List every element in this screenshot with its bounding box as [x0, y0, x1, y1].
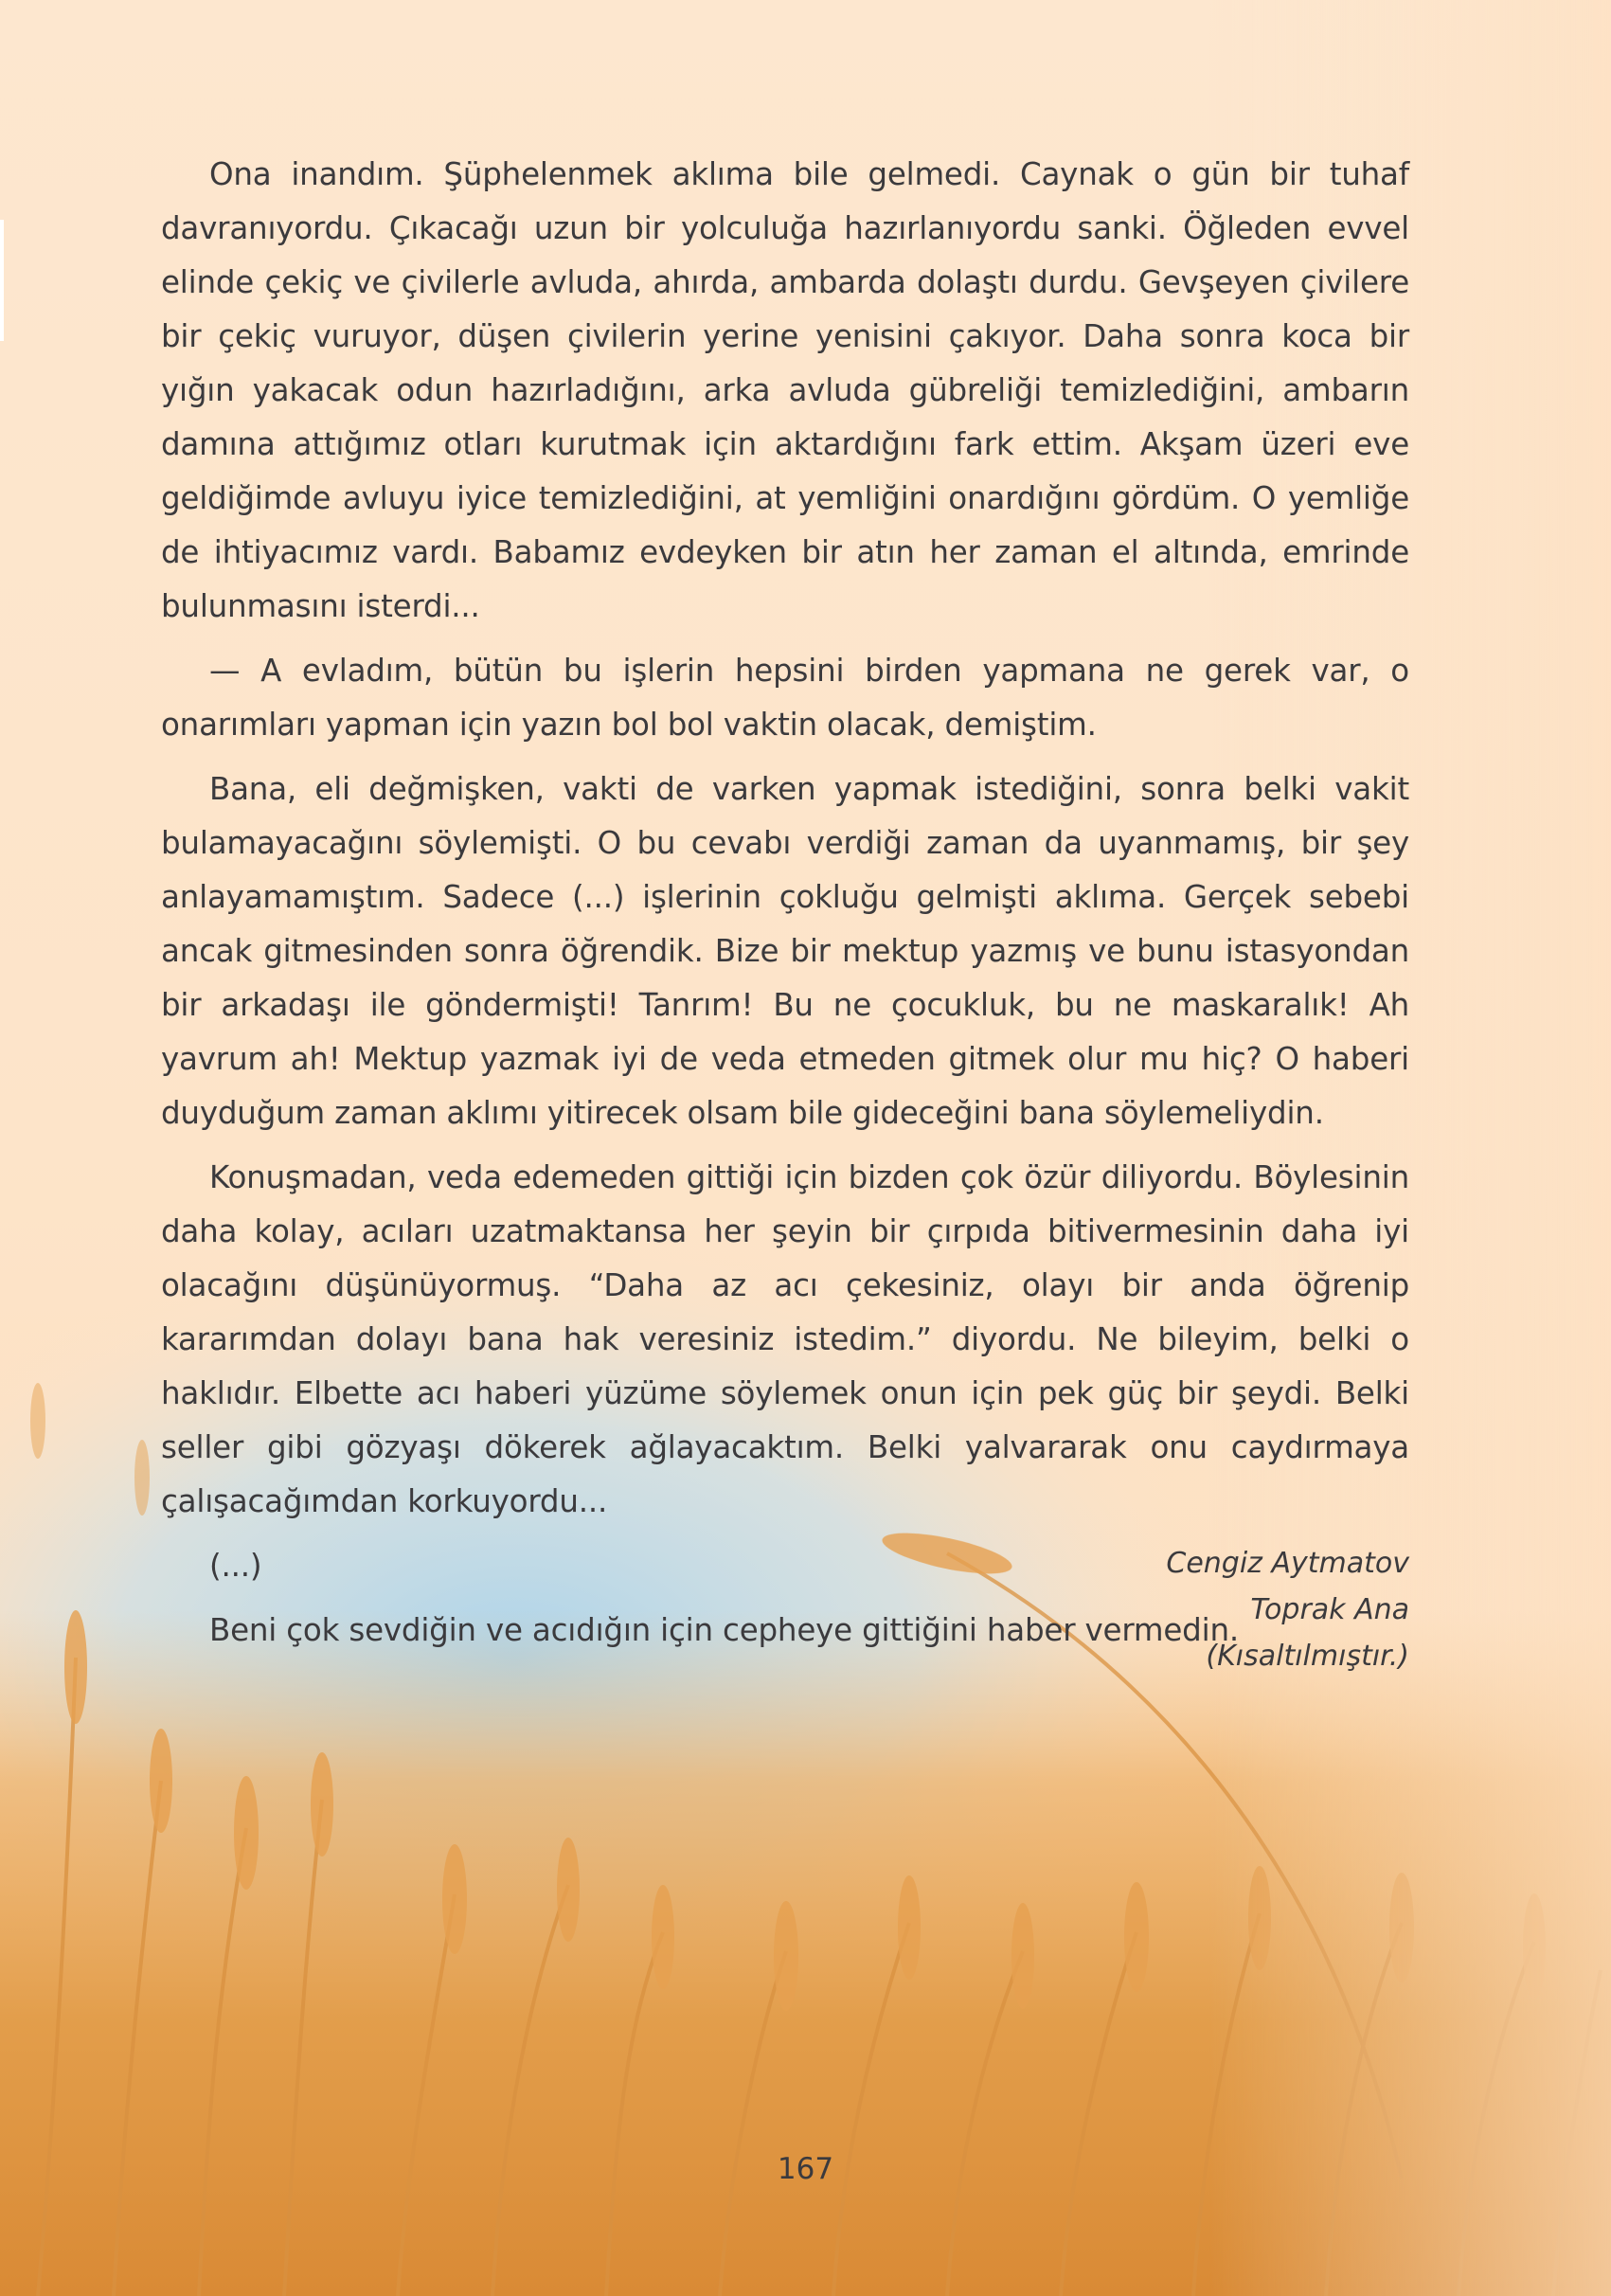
scan-edge-mark: [0, 220, 4, 341]
paragraph: Konuşmadan, veda edemeden gittiği için bizden çok özür diliyordu. Böylesinin daha kolay, acıları uzatmaktansa her şeyin bir çırpıda bitivermesinin daha iyi olacağını düşünüyormuş. “Daha az acı çekesiniz, olayı bir anda öğrenip kararımdan dolayı bana hak veresiniz istedim.” diyordu. Ne bileyim, belki o haklıdır. Elbette acı haberi yüzüme söylemek onun için pek güç bir şeydi. Belki seller gibi gözyaşı dökerek ağlayacaktım. Belki yalvararak onu caydırmaya çalışacağımdan korkuyordu...: [161, 1159, 1409, 1519]
abridged-note: (Kısaltılmıştır.): [1206, 1640, 1409, 1673]
paragraph: (...): [209, 1548, 262, 1584]
paragraph: Beni çok sevdiğin ve acıdığın için cepheye gittiğini haber vermedin.: [209, 1612, 1239, 1648]
paragraph: Ona inandım. Şüphelenmek aklıma bile gelmedi. Caynak o gün bir tuhaf davranıyordu. Çıkacağı uzun bir yolculuğa hazırlanıyordu sanki. Öğleden evvel elinde çekiç ve çivilerle avluda, ahırda, ambarda dolaştı durdu. Gevşeyen çivilere bir çekiç vuruyor, düşen çivilerin yerine yenisini çakıyor. Daha sonra koca bir yığın yakacak odun hazırladığını, arka avluda gübreliği temizlediğini, ambarın damına attığımız otları kurutmak için aktardığını fark ettim. Akşam üzeri eve geldiğimde avluyu iyice temizlediğini, at yemliğini onardığını gördüm. O yemliğe de ihtiyacımız vardı. Babamız evdeyken bir atın her zaman el altında, emrinde bulunmasını isterdi...: [161, 156, 1409, 624]
page-number: 167: [777, 2152, 834, 2186]
paragraph: Bana, eli değmişken, vakti de varken yapmak istediğini, sonra belki vakit bulamayacağını söylemişti. O bu cevabı verdiği zaman da uyanmamış, bir şey anlayamamıştım. Sadece (...) işlerinin çokluğu gelmişti aklıma. Gerçek sebebi ancak gitmesinden sonra öğrendik. Bize bir mektup yazmış ve bunu istasyondan bir arkadaşı ile göndermişti! Tanrım! Bu ne çocukluk, bu ne maskaralık! Ah yavrum ah! Mektup yazmak iyi de veda etmeden gitmek olur mu hiç? O haberi duyduğum zaman aklımı yitirecek olsam bile gideceğini bana söylemeliydin.: [161, 771, 1409, 1131]
paragraph: — A evladım, bütün bu işlerin hepsini birden yapmana ne gerek var, o onarımları yapman için yazın bol bol vaktin olacak, demiştim.: [161, 653, 1409, 743]
story-text: [161, 148, 1409, 1668]
author-name: Cengiz Aytmatov: [1166, 1547, 1409, 1580]
attribution: [1166, 1540, 1409, 1679]
work-title: Toprak Ana: [1250, 1593, 1409, 1626]
